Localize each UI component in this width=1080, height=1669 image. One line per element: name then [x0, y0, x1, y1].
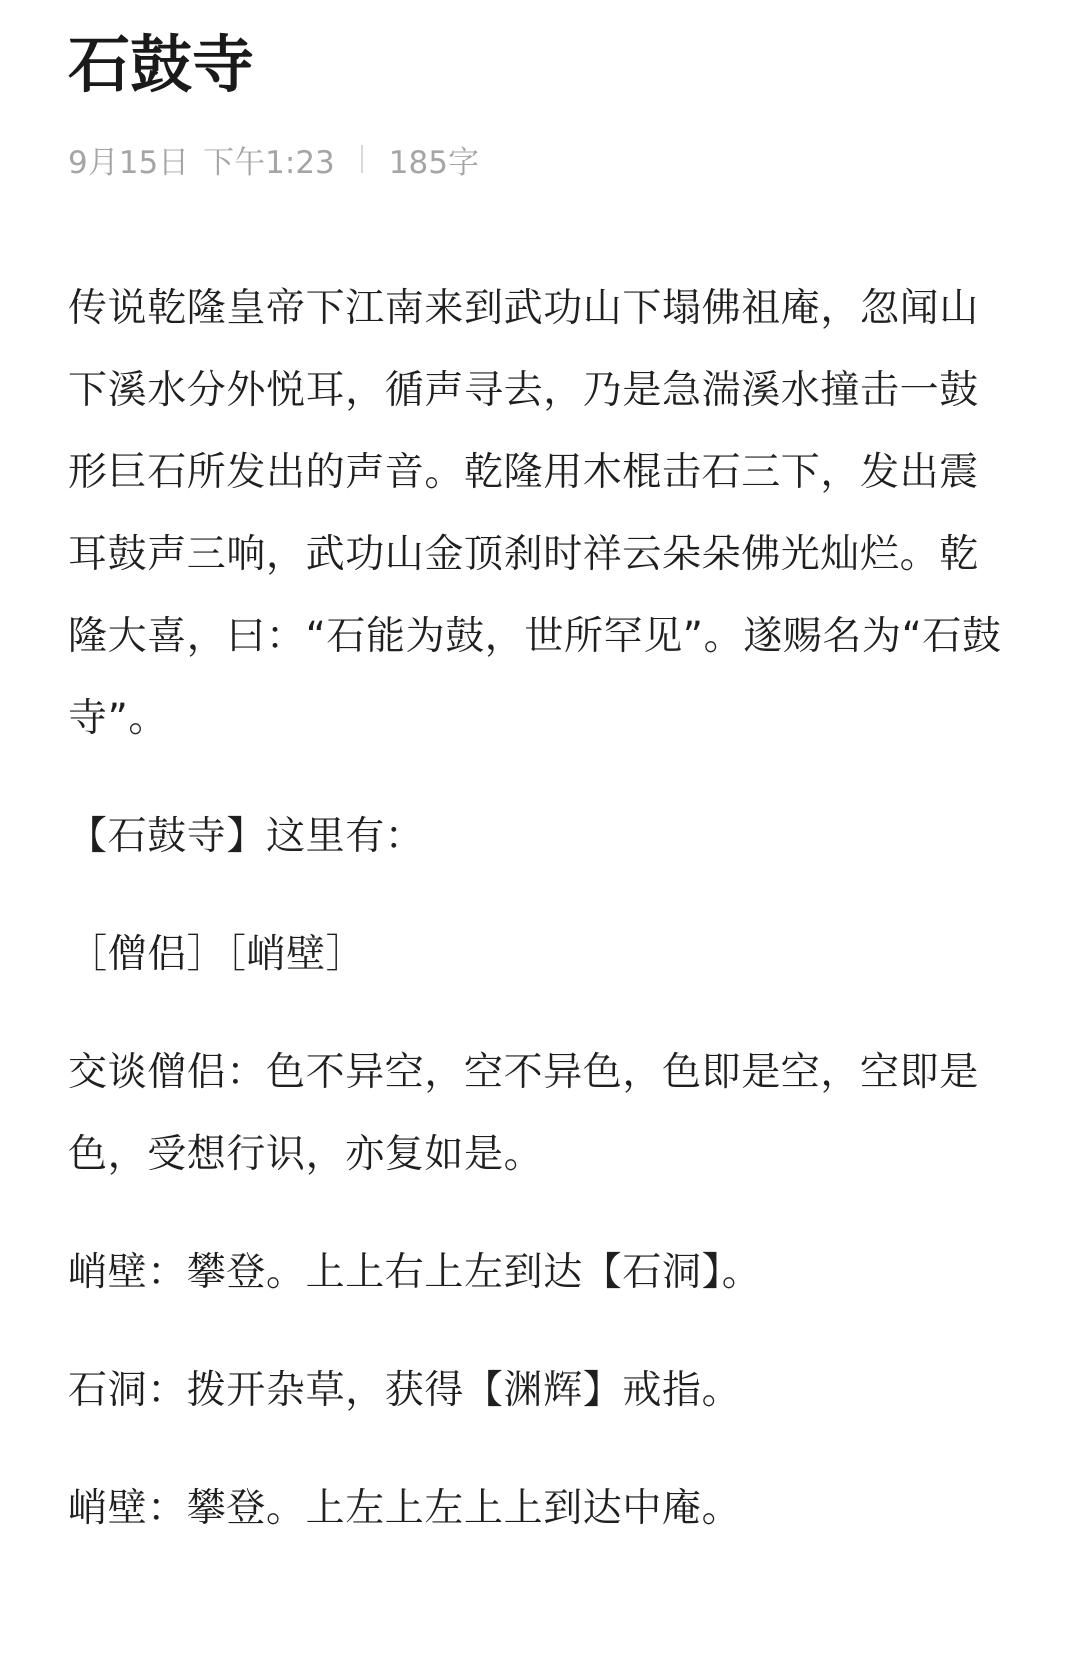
note-time: 下午1:23: [203, 144, 335, 181]
body-paragraph-options: ［僧侣］［峭壁］: [68, 932, 366, 977]
body-paragraph-here-list: 【石鼓寺】这里有：: [68, 814, 425, 859]
note-meta: [68, 136, 1012, 182]
note-container: [68, 0, 1012, 1550]
note-title: 石鼓寺: [68, 28, 255, 101]
body-paragraph-cliff-1: 峭壁：攀登。上上右上左到达【石洞】。: [68, 1250, 762, 1295]
body-paragraph-monk-talk: 交谈僧侣：色不异空，空不异色，色即是空，空即是色，受想行识，亦复如是。: [68, 1050, 979, 1177]
note-date: 9月15日: [68, 144, 190, 181]
body-paragraph-cave: 石洞：拨开杂草，获得【渊辉】戒指。: [68, 1368, 742, 1413]
meta-divider: [361, 145, 363, 173]
note-word-count: 185字: [388, 144, 479, 181]
body-paragraph-intro: 传说乾隆皇帝下江南来到武功山下塌佛祖庵，忽闻山下溪水分外悦耳，循声寻去，乃是急湍溪水撞击一鼓形巨石所发出的声音。乾隆用木棍击石三下，发出震耳鼓声三响，武功山金顶刹时祥云朵朵佛光灿烂。乾隆大喜，曰：“石能为鼓，世所罕见”。遂赐名为“石鼓寺”。: [68, 286, 1002, 741]
note-body[interactable]: [68, 268, 1012, 1550]
body-paragraph-cliff-2: 峭壁：攀登。上左上左上上到达中庵。: [68, 1486, 742, 1531]
